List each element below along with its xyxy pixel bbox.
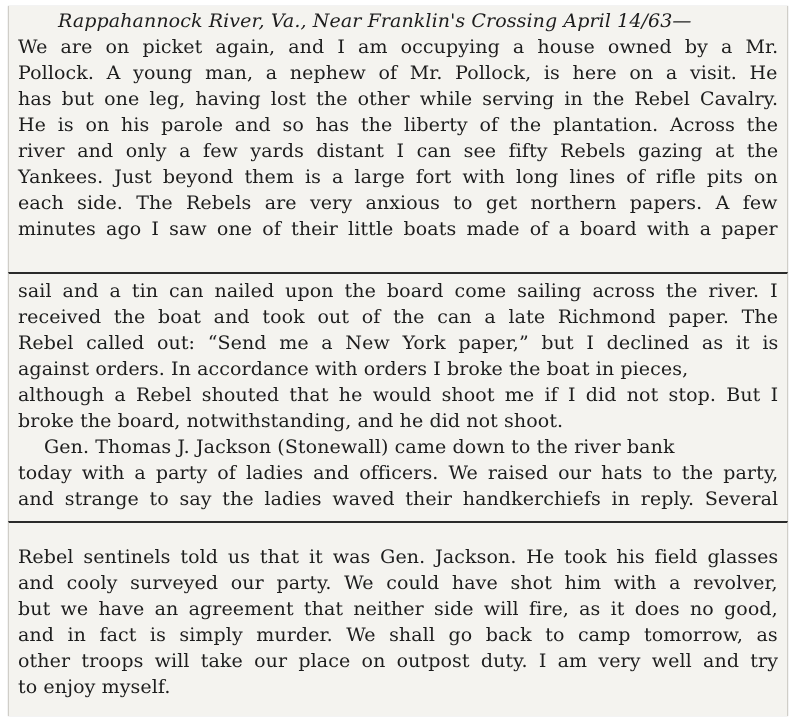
- text-line: Rebel called out: “Send me a New York paper,” but I declined as it is: [18, 332, 779, 354]
- text-line: to enjoy myself.: [18, 676, 171, 698]
- text-line: but we have an agreement that neither side will fire, as it does no good,: [18, 598, 778, 620]
- text-line: and in fact is simply murder. We shall go back to camp tomorrow, as: [18, 624, 778, 646]
- text-line: Rebel sentinels told us that it was Gen. Jackson. He took his field glasses: [18, 546, 779, 568]
- text-line: sail and a tin can nailed upon the board come sailing across the river. I: [18, 280, 778, 302]
- text-line: has but one leg, having lost the other while serving in the Rebel Cavalry.: [18, 88, 779, 110]
- text-line: Pollock. A young man, a nephew of Mr. Pollock, is here on a visit. He: [18, 62, 778, 84]
- text-line: broke the board, notwithstanding, and he did not shoot.: [18, 410, 564, 432]
- text-line: minutes ago I saw one of their little boats made of a board with a paper: [18, 218, 778, 240]
- text-line: and strange to say the ladies waved their handkerchiefs in reply. Several: [18, 488, 779, 510]
- text-line: river and only a few yards distant I can see fifty Rebels gazing at the: [18, 140, 779, 162]
- text-line: other troops will take our place on outpost duty. I am very well and try: [18, 650, 779, 672]
- heading: Rappahannock River, Va., Near Franklin's Crossing April 14/63—: [58, 10, 692, 32]
- text-line: We are on picket again, and I am occupying a house owned by a Mr.: [18, 36, 779, 58]
- text-line: each side. The Rebels are very anxious to get northern papers. A few: [18, 192, 778, 214]
- text-line: although a Rebel shouted that he would shoot me if I did not stop. But I: [18, 384, 779, 406]
- text-line: Gen. Thomas J. Jackson (Stonewall) came down to the river bank: [44, 436, 675, 458]
- text-line: today with a party of ladies and officers. We raised our hats to the party,: [18, 462, 779, 484]
- text-line: against orders. In accordance with orders I broke the boat in pieces,: [18, 358, 689, 380]
- text-line: received the boat and took out of the can a late Richmond paper. The: [18, 306, 779, 328]
- text-line: Yankees. Just beyond them is a large fort with long lines of rifle pits on: [18, 166, 778, 188]
- text-line: He is on his parole and so has the liberty of the plantation. Across the: [18, 114, 779, 136]
- text-line: and cooly surveyed our party. We could have shot him with a revolver,: [18, 572, 778, 594]
